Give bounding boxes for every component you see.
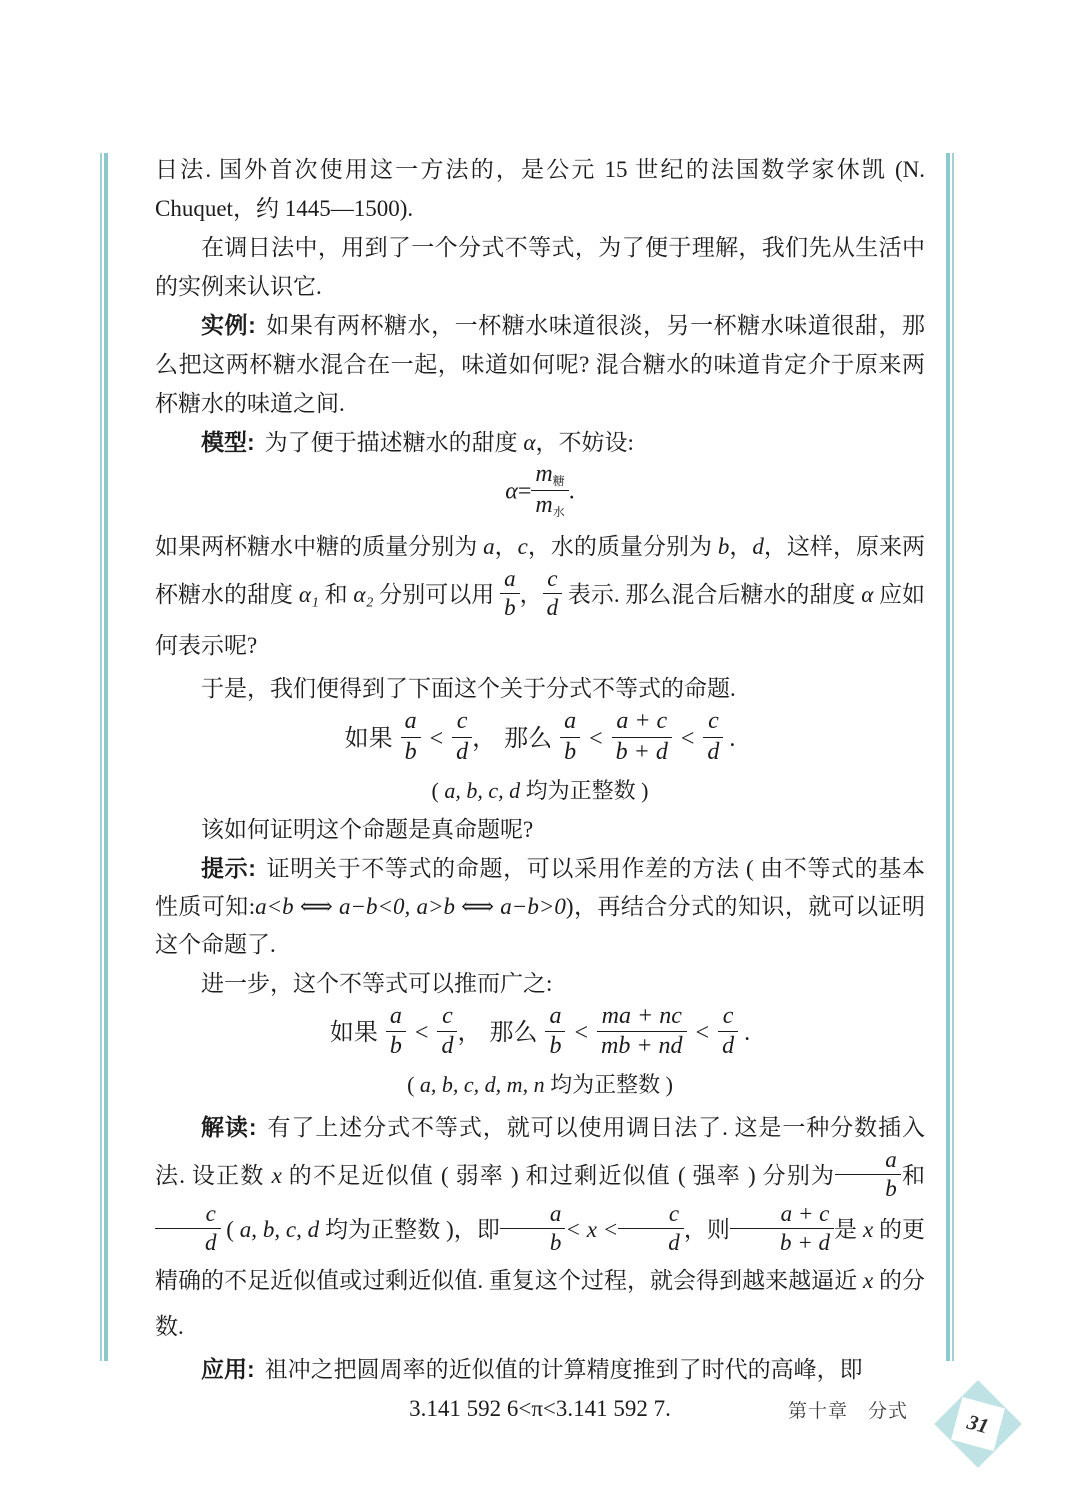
math-fraction-weighted-mediant	[597, 1004, 687, 1059]
math-fraction	[452, 709, 472, 764]
text-run: (	[220, 1216, 240, 1242]
fraction-denominator: b	[885, 1176, 897, 1202]
subscript-water: 水	[552, 504, 565, 519]
fraction-numerator: c	[703, 709, 723, 737]
math-inline-equivalences: a<b ⟺ a−b<0, a>b ⟺ a−b>0	[255, 893, 566, 919]
right-border-inner-line	[946, 153, 950, 1361]
paragraph-application	[155, 1350, 925, 1389]
section-label-application: 应用:	[201, 1355, 255, 1382]
fraction-numerator: a	[560, 709, 580, 737]
math-inline-inequality: < x <	[565, 1216, 619, 1242]
math-fraction	[543, 567, 563, 620]
fraction-denominator: mb + nd	[601, 1033, 683, 1060]
comma: ，	[457, 1020, 482, 1047]
left-border-outer-line	[100, 153, 102, 1361]
section-label-interpretation: 解读:	[201, 1114, 257, 1141]
math-var-m: m	[535, 461, 553, 487]
paragraph-hint	[155, 849, 925, 964]
text-run: ，这样，原来两杯糖水的甜度	[155, 534, 926, 608]
fraction-numerator: a	[500, 567, 520, 594]
fraction-denominator: b	[389, 1033, 402, 1060]
math-vars: a, b, c, d	[239, 1216, 320, 1242]
condition-line-2	[155, 1066, 925, 1104]
section-label-model: 模型:	[201, 429, 255, 455]
text-run: 应如何表示呢?	[155, 582, 926, 659]
fraction-denominator: b + d	[779, 1229, 830, 1255]
math-fraction	[500, 567, 520, 620]
text-run: 进一步，这个不等式可以推而广之:	[201, 970, 553, 996]
text-run: 有了上述分式不等式，就可以使用调日法了. 这是一种分数插入法. 设正数	[155, 1115, 925, 1189]
text-run: 均为正整数 )	[520, 777, 649, 803]
fraction-denominator: d	[546, 595, 559, 621]
formula-proposition-1	[155, 708, 925, 771]
fraction-denominator: d	[707, 738, 720, 765]
text-run: 的不足近似值 ( 弱率 ) 和过剩近似值 ( 强率 ) 分别为	[281, 1163, 836, 1189]
text-run: ，	[519, 582, 543, 608]
fraction-numerator	[531, 462, 568, 491]
fraction-numerator: a + c	[730, 1202, 834, 1229]
less-than-sign: <	[414, 1020, 429, 1047]
math-var-m: m	[535, 491, 553, 518]
page-number: 31	[964, 1409, 992, 1438]
text-run: 于是，我们便得到了下面这个关于分式不等式的命题.	[201, 676, 736, 702]
fraction-denominator: b	[549, 1033, 562, 1060]
fraction-denominator: d	[456, 738, 469, 765]
fraction-numerator: c	[543, 567, 563, 594]
text-run: 分别可以用	[373, 582, 501, 608]
text-run: 在调日法中，用到了一个分式不等式，为了便于理解，我们先从生活中的实例来认识它.	[155, 235, 925, 299]
fraction-denominator: b	[564, 738, 577, 765]
math-var-d: d	[752, 534, 764, 560]
period: .	[568, 478, 575, 505]
text-run: ，水的质量分别为	[527, 534, 718, 560]
fraction-denominator: b	[404, 738, 417, 765]
math-var-alpha: α	[861, 582, 874, 608]
footer-chapter-title	[0, 1396, 908, 1423]
math-vars: a, b, c, d	[444, 777, 521, 803]
fraction-numerator: c	[618, 1202, 684, 1229]
text-run: ，则	[683, 1216, 730, 1242]
math-fraction	[618, 1202, 684, 1255]
math-fraction	[718, 1004, 738, 1059]
fraction-numerator: a	[835, 1148, 901, 1175]
text-run: 和	[900, 1163, 925, 1189]
math-fraction-mediant	[612, 709, 672, 764]
paragraph-continuation	[155, 150, 925, 228]
chapter-label: 第十章 分式	[787, 1401, 908, 1422]
paragraph-intro	[155, 228, 925, 306]
fraction-numerator: a	[500, 1202, 566, 1229]
fraction-denominator: b	[504, 595, 516, 621]
left-border-inner-line	[104, 153, 108, 1361]
math-fraction-mediant	[730, 1202, 834, 1255]
math-fraction	[500, 1202, 566, 1255]
page-number-badge	[947, 1393, 1009, 1455]
paragraph-example	[155, 306, 925, 423]
math-fraction	[437, 1004, 457, 1059]
text-run: ，	[729, 534, 753, 560]
right-border-outer-line	[952, 153, 954, 1361]
math-fraction	[155, 1202, 221, 1255]
math-fraction	[545, 1004, 565, 1059]
page-content	[155, 150, 925, 1428]
fraction-denominator: d	[441, 1033, 454, 1060]
less-than-sign: <	[574, 1020, 588, 1047]
text-run: 为了便于描述糖水的甜度	[264, 430, 524, 455]
paragraph-proposition-lead	[155, 669, 925, 708]
text-run: 证明关于不等式的命题，可以采用作差的方法 ( 由不等式的基本性质可知:	[155, 855, 925, 919]
comma: ，	[472, 725, 497, 752]
fraction-numerator: c	[452, 709, 472, 737]
less-than-sign: <	[429, 725, 444, 752]
section-label-example: 实例:	[201, 312, 256, 338]
section-label-hint: 提示:	[201, 854, 256, 881]
text-run: 如果两杯糖水中糖的质量分别为	[155, 534, 484, 560]
fraction-numerator: c	[718, 1004, 738, 1032]
math-fraction	[531, 462, 568, 518]
math-var-x: x	[863, 1267, 874, 1293]
fraction-denominator: d	[205, 1229, 217, 1255]
text-then: 那么	[504, 725, 553, 752]
fraction-numerator: a + c	[612, 709, 672, 737]
math-var-alpha: α	[523, 430, 536, 455]
period: .	[744, 1020, 751, 1047]
text-run: 如果有两杯糖水，一杯糖水味道很淡，另一杯糖水味道很甜，那么把这两杯糖水混合在一起，味道如何呢? 混合糖水的味道肯定介于原来两杯糖水的味道之间.	[155, 313, 925, 416]
fraction-denominator: b	[549, 1229, 562, 1255]
math-fraction	[560, 709, 580, 764]
fraction-numerator: a	[401, 709, 421, 737]
fraction-numerator: a	[386, 1004, 406, 1032]
math-vars: a, b, c, d, m, n	[419, 1072, 545, 1098]
fraction-denominator: d	[668, 1229, 680, 1255]
text-run: 日法. 国外首次使用这一方法的，是公元 15 世纪的法国数学家休凯 (N. Chuquet，约 1445—1500).	[155, 157, 925, 221]
fraction-denominator	[531, 491, 568, 519]
equals-sign: =	[517, 478, 532, 505]
less-than-sign: <	[589, 725, 603, 752]
text-run: 和	[318, 582, 354, 608]
text-then: 那么	[489, 1020, 538, 1047]
math-var-a: a	[483, 534, 495, 560]
text-run: 祖冲之把圆周率的近似值的计算精度推到了时代的高峰，即	[264, 1356, 863, 1382]
fraction-numerator: ma + nc	[597, 1004, 687, 1032]
math-var-alpha: α	[505, 478, 518, 505]
math-var-b: b	[717, 534, 730, 560]
paren-open: (	[407, 1072, 420, 1098]
text-if: 如果	[329, 1020, 378, 1047]
math-var-x: x	[862, 1216, 874, 1242]
subscript-sugar: 糖	[552, 474, 565, 488]
text-run: ，不妨设:	[535, 430, 634, 455]
paren-open: (	[431, 777, 445, 803]
math-var-c: c	[517, 534, 528, 560]
text-run: 均为正整数 )，即	[319, 1216, 500, 1242]
fraction-numerator: c	[437, 1004, 457, 1032]
text-run: 是	[834, 1216, 863, 1242]
paragraph-interpretation	[155, 1104, 925, 1350]
formula-sweetness-definition	[155, 462, 925, 524]
condition-line-1	[155, 772, 925, 810]
text-run: )，再结合分式的知识，就可以证明这个命题了.	[155, 893, 925, 957]
math-var-alpha2: α₂	[353, 582, 374, 608]
text-if: 如果	[344, 725, 393, 752]
math-var-x: x	[271, 1163, 282, 1189]
math-fraction	[401, 709, 421, 764]
text-run: 均为正整数 )	[544, 1072, 673, 1098]
text-run: 表示. 那么混合后糖水的甜度	[562, 582, 862, 608]
math-fraction	[703, 709, 723, 764]
fraction-numerator: c	[155, 1202, 221, 1229]
text-run: ，	[494, 534, 518, 560]
math-fraction	[835, 1148, 901, 1201]
less-than-sign: <	[695, 1020, 710, 1047]
period: .	[729, 725, 736, 752]
text-run: 3.141 592 6<π<3.141 592 7.	[409, 1395, 671, 1421]
fraction-denominator: d	[722, 1033, 735, 1060]
paragraph-sweetness-setup	[155, 524, 925, 669]
math-var-alpha1: α₁	[298, 582, 319, 608]
fraction-denominator: b + d	[615, 738, 668, 765]
text-run: 该如何证明这个命题是真命题呢?	[201, 816, 534, 842]
paragraph-question	[155, 810, 925, 849]
text-run: 的分数.	[155, 1267, 926, 1339]
formula-proposition-2	[155, 1003, 925, 1066]
math-fraction	[386, 1004, 406, 1059]
paragraph-generalize-lead	[155, 964, 925, 1003]
fraction-numerator: a	[545, 1004, 565, 1032]
text-run: 的更精确的不足近似值或过剩近似值. 重复这个过程，就会得到越来越逼近	[155, 1216, 926, 1293]
paragraph-model	[155, 423, 925, 462]
less-than-sign: <	[680, 725, 695, 752]
